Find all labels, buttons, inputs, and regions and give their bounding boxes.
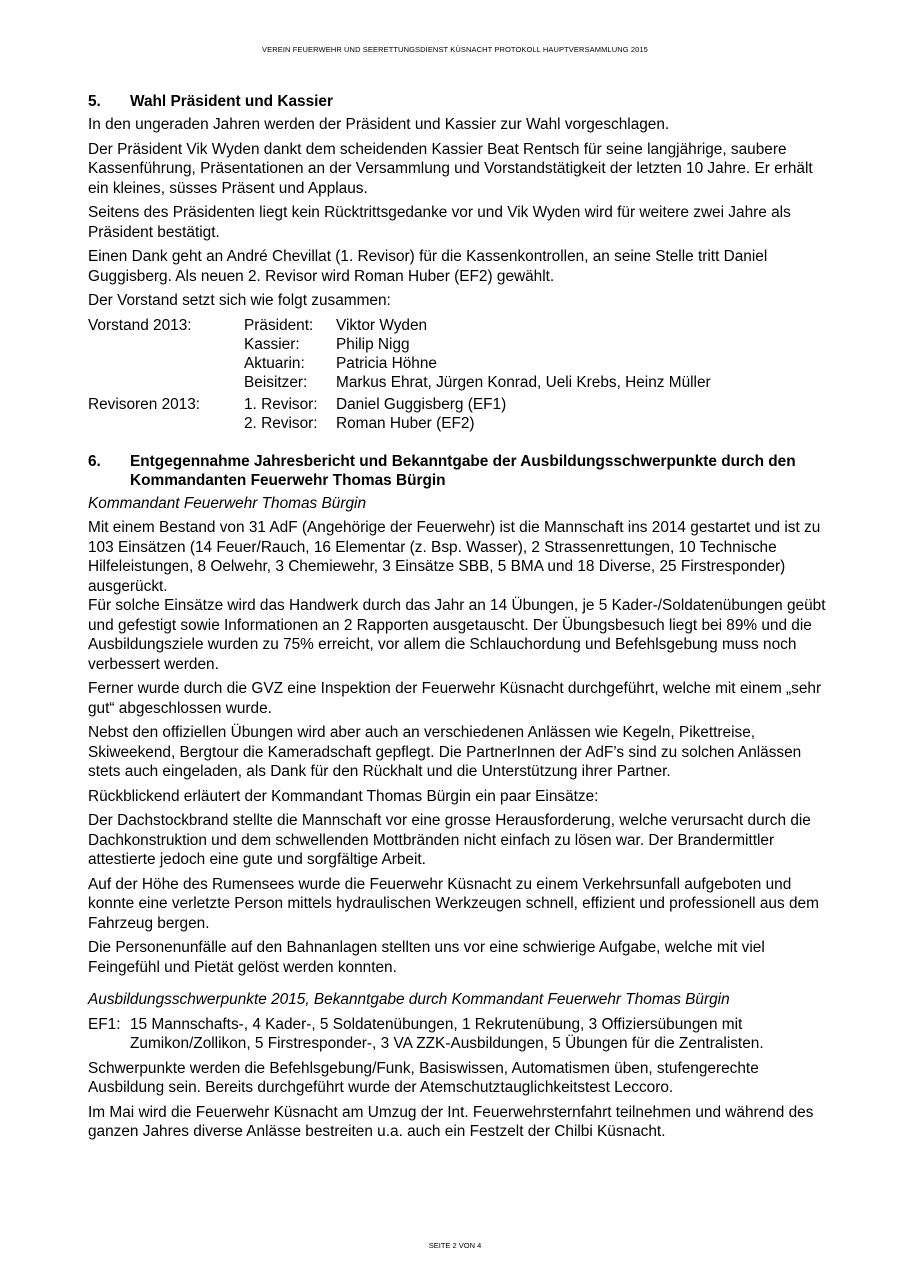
paragraph: Nebst den offiziellen Übungen wird aber auch an verschiedenen Anlässen wie Kegeln, Pikettreise, Skiweekend, Bergtour die Kameradschaft gepflegt. Die PartnerInnen der AdF’s sind zu solchen Anlässen stets auch eingeladen, als Dank für den Rückhalt und die Unterstützung ihrer Partner. (88, 724, 802, 780)
section-number: 6. (88, 452, 101, 470)
vorstand-group (88, 316, 828, 392)
paragraph: In den ungeraden Jahren werden der Präsident und Kassier zur Wahl vorgeschlagen. (88, 116, 670, 133)
ef1-text: 15 Mannschafts-, 4 Kader-, 5 Soldatenübungen, 1 Rekrutenübung, 3 Offiziersübungen mit Zumikon/Zollikon, 5 Firstresponder-, 3 VA ZZK-Ausbildungen, 5 Übungen für die Zentralisten. (130, 1015, 764, 1052)
paragraph: Auf der Höhe des Rumensees wurde die Feuerwehr Küsnacht zu einem Verkehrsunfall aufgeboten und konnte eine verletzte Person mittels hydraulischen Werkzeugen schnell, effizient und professionell aus dem Fahrzeug bergen. (88, 875, 819, 932)
paragraph: Für solche Einsätze wird das Handwerk durch das Jahr an 14 Übungen, je 5 Kader-/Soldatenübungen geübt und gefestigt sowie Informationen an 2 Rapporten ausgetauscht. Der Übungsbesuch liegt bei 89% und die Ausbildungsziele wurden zu 75% erreicht, vor allem die Schlauchordung und Befehlsgebung muss noch verbessert werden. (88, 597, 826, 673)
board-row (88, 373, 828, 392)
member-name: Roman Huber (EF2) (336, 414, 475, 432)
member-name: Daniel Guggisberg (EF1) (336, 395, 507, 413)
paragraph: Der Präsident Vik Wyden dankt dem scheidenden Kassier Beat Rentsch für seine langjährige, saubere Kassenführung, Präsentationen an der Versammlung und Vorstandstätigkeit der letzten 10 Jahre. Er erhält ein kleines, süsses Präsent und Applaus. (88, 140, 813, 197)
page-footer: SEITE 2 VON 4 (428, 1241, 482, 1250)
paragraph: Seitens des Präsidenten liegt kein Rücktrittsgedanke vor und Vik Wyden wird für weitere zwei Jahre als Präsident bestätigt. (88, 204, 791, 241)
board-row (88, 414, 828, 433)
role-label: 2. Revisor: (244, 414, 318, 432)
ef1-label: EF1: (88, 1015, 121, 1033)
role-label: Präsident: (244, 316, 314, 334)
revisoren-group (88, 395, 828, 433)
section-heading-6 (88, 452, 828, 490)
section-number: 5. (88, 93, 101, 110)
subheading: Kommandant Feuerwehr Thomas Bürgin (88, 494, 367, 512)
paragraph: Schwerpunkte werden die Befehlsgebung/Funk, Basiswissen, Automatismen üben, stufengerechte Ausbildung sein. Bereits durchgeführt wurde der Atemschutztauglichkeitstest Leccoro. (88, 1059, 759, 1096)
board-row (88, 316, 828, 335)
board-row (88, 335, 828, 354)
member-name: Philip Nigg (336, 335, 410, 353)
section-title: Entgegennahme Jahresbericht und Bekanntgabe der Ausbildungsschwerpunkte durch den Kommandanten Feuerwehr Thomas Bürgin (130, 452, 796, 489)
role-label: 1. Revisor: (244, 395, 318, 413)
board-row (88, 395, 828, 414)
role-label: Beisitzer: (244, 373, 308, 391)
role-label: Kassier: (244, 335, 300, 353)
paragraph: Im Mai wird die Feuerwehr Küsnacht am Umzug der Int. Feuerwehrsternfahrt teilnehmen und während des ganzen Jahres diverse Anlässe bestreiten u.a. auch ein Festzelt der Chilbi Küsnacht. (88, 1103, 814, 1140)
board-row (88, 354, 828, 373)
group-label: Vorstand 2013: (88, 316, 192, 334)
board-table (88, 316, 828, 433)
section-title: Wahl Präsident und Kassier (130, 93, 333, 110)
paragraph: Rückblickend erläutert der Kommandant Thomas Bürgin ein paar Einsätze: (88, 787, 599, 805)
training-heading: Ausbildungsschwerpunkte 2015, Bekanntgabe durch Kommandant Feuerwehr Thomas Bürgin (88, 991, 730, 1008)
paragraph: Der Dachstockbrand stellte die Mannschaft vor eine grosse Herausforderung, welche verursacht durch die Dachkonstruktion und dem schwellenden Mottbränden nicht einfach zu lösen war. Der Brandermittler attestierte jedoch eine gute und sorgfältige Arbeit. (88, 812, 811, 868)
ef1-item (88, 1015, 828, 1054)
page-content (88, 92, 828, 1147)
role-label: Aktuarin: (244, 354, 305, 372)
paragraph: Die Personenunfälle auf den Bahnanlagen stellten uns vor eine schwierige Aufgabe, welche mit viel Feingefühl und Pietät gelöst werden konnten. (88, 939, 765, 976)
group-label: Revisoren 2013: (88, 395, 201, 413)
running-header: VEREIN FEUERWEHR UND SEERETTUNGSDIENST KÜSNACHT PROTOKOLL HAUPTVERSAMMLUNG 2015 (262, 45, 648, 54)
member-name: Viktor Wyden (336, 316, 428, 334)
paragraph: Einen Dank geht an André Chevillat (1. Revisor) für die Kassenkontrollen, an seine Stelle tritt Daniel Guggisberg. Als neuen 2. Revisor wird Roman Huber (EF2) gewählt. (88, 248, 768, 285)
member-name: Patricia Höhne (336, 354, 437, 372)
paragraph: Ferner wurde durch die GVZ eine Inspektion der Feuerwehr Küsnacht durchgeführt, welche mit einem „sehr gut“ abgeschlossen wurde. (88, 680, 822, 717)
section-heading-5 (88, 92, 828, 111)
member-name: Markus Ehrat, Jürgen Konrad, Ueli Krebs, Heinz Müller (336, 373, 711, 391)
paragraph: Mit einem Bestand von 31 AdF (Angehörige der Feuerwehr) ist die Mannschaft ins 2014 gestartet und ist zu 103 Einsätzen (14 Feuer/Rauch, 16 Elementar (z. Bsp. Wasser), 2 Strassenrettungen, 10 Technische Hilfeleistungen, 8 Oelwehr, 3 Chemiewehr, 3 Einsätze SBB, 5 BMA und 18 Diverse, 25 Firstresponder) ausgerückt. (88, 519, 821, 595)
paragraph: Der Vorstand setzt sich wie folgt zusammen: (88, 292, 391, 309)
